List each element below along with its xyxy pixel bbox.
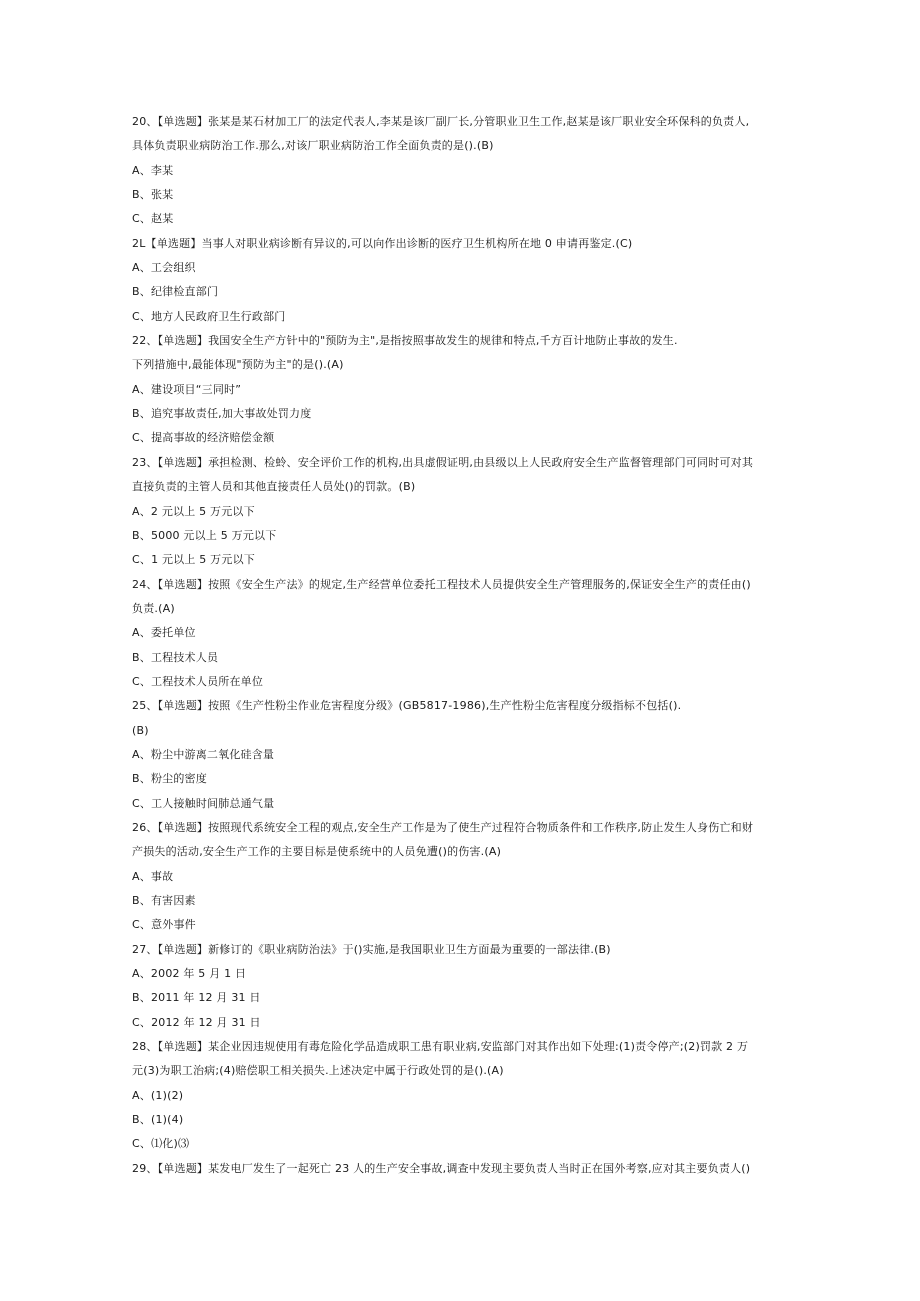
question-23-option-b: B、5000 元以上 5 万元以下 xyxy=(132,528,277,542)
question-20-option-b: B、张某 xyxy=(132,188,174,202)
question-24-stem-line-2: 负责.(A) xyxy=(132,601,175,615)
question-26-option-c: C、意外事件 xyxy=(132,918,196,932)
question-28-stem-line-2: 元(3)为职工治病;(4)赔偿职工相关损失.上述决定中属于行政处罚的是().(A) xyxy=(132,1064,504,1078)
question-22-option-c: C、提高事故的经济赔偿金额 xyxy=(132,431,275,445)
question-27-option-c: C、2012 年 12 月 31 日 xyxy=(132,1015,261,1029)
question-21-option-a: A、工会组织 xyxy=(132,261,196,275)
question-26-stem-line-2: 产损失的活动,安全生产工作的主要目标是使系统中的人员免遭()的伤害.(A) xyxy=(132,845,502,859)
question-27-stem: 27、【单选题】新修订的《职业病防治法》于()实施,是我国职业卫生方面最为重要的一部法律.(B) xyxy=(132,942,611,956)
question-21-option-b: B、纪律检直部门 xyxy=(132,285,219,299)
question-29-stem-line-1: 29、【单选题】某发电厂发生了一起死亡 23 人的生产安全事故,调查中发现主要负责人当时正在国外考察,应对其主要负责人() xyxy=(132,1161,751,1175)
question-20-stem-line-2: 具体负责职业病防治工作.那么,对该厂职业病防治工作全面负责的是().(B) xyxy=(132,139,494,153)
question-24-option-b: B、工程技术人员 xyxy=(132,650,219,664)
document-page xyxy=(132,110,792,1181)
question-24-option-c: C、工程技术人员所在单位 xyxy=(132,674,264,688)
question-22-option-a: A、建设项目“三同时” xyxy=(132,382,242,396)
question-24-option-a: A、委托单位 xyxy=(132,626,196,640)
question-28-option-b: B、(1)(4) xyxy=(132,1113,184,1127)
question-27-option-b: B、2011 年 12 月 31 日 xyxy=(132,991,261,1005)
question-22-stem-line-2: 下列措施中,最能体现"预防为主"的是().(A) xyxy=(132,358,344,372)
question-25-option-b: B、粉尘的密度 xyxy=(132,772,207,786)
question-20-option-c: C、赵某 xyxy=(132,212,174,226)
question-26-option-a: A、事故 xyxy=(132,869,174,883)
question-25-option-c: C、工人接触时间肺总通气量 xyxy=(132,796,275,810)
question-21-stem: 2L【单选题】当事人对职业病诊断有异议的,可以向作出诊断的医疗卫生机构所在地 0 申请再鉴定.(C) xyxy=(132,236,633,250)
question-26-stem-line-1: 26、【单选题】按照现代系统安全工程的观点,安全生产工作是为了使生产过程符合物质条件和工作秩序,防止发生人身伤亡和财 xyxy=(132,820,754,834)
question-25-option-a: A、粉尘中游离二氧化硅含量 xyxy=(132,747,275,761)
question-27-option-a: A、2002 年 5 月 1 日 xyxy=(132,967,247,981)
question-20-option-a: A、李某 xyxy=(132,163,174,177)
question-22-option-b: B、追究事故责任,加大事故处罚力度 xyxy=(132,407,312,421)
question-25-stem-line-2: (B) xyxy=(132,723,149,737)
question-23-option-c: C、1 元以上 5 万元以下 xyxy=(132,553,255,567)
question-26-option-b: B、有害因素 xyxy=(132,894,196,907)
question-28-stem-line-1: 28、【单选题】某企业因违规使用有毒危险化学品造成职工患有职业病,安监部门对其作出如下处理:(1)责令停产;(2)罚款 2 万 xyxy=(132,1040,749,1054)
question-23-option-a: A、2 元以上 5 万元以下 xyxy=(132,504,255,518)
question-28-option-c: C、⑴化)⑶ xyxy=(132,1137,190,1151)
question-28-option-a: A、(1)(2) xyxy=(132,1088,184,1102)
question-20-stem-line-1: 20、【单选题】张某是某石材加工厂的法定代表人,李某是该厂副厂长,分管职业卫生工作,赵某是该厂职业安全环保科的负责人, xyxy=(132,115,750,128)
question-24-stem-line-1: 24、【单选题】按照《安全生产法》的规定,生产经营单位委托工程技术人员提供安全生产管理服务的,保证安全生产的责任由() xyxy=(132,577,751,591)
question-25-stem-line-1: 25、【单选题】按照《生产性粉尘作业危害程度分级》(GB5817-1986),生产性粉尘危害程度分级指标不包括(). xyxy=(132,699,682,713)
question-21-option-c: C、地方人民政府卫生行政部门 xyxy=(132,309,286,323)
question-23-stem-line-1: 23、【单选题】承担检测、检蛉、安全评价工作的机构,出具虚假证明,由县级以上人民政府安全生产监督管理部门可同时可对其 xyxy=(132,455,754,469)
question-22-stem-line-1: 22、【单选题】我国安全生产方针中的"预防为主",是指按照事故发生的规律和特点,千方百计地防止事故的发生. xyxy=(132,334,678,348)
question-23-stem-line-2: 直接负责的主管人员和其他直接责任人员处()的罚款。(B) xyxy=(132,480,416,494)
